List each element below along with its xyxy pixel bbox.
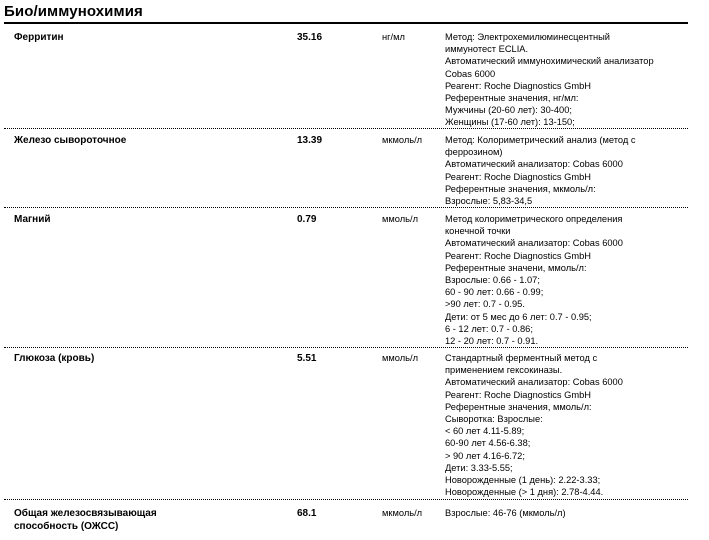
row-separator (4, 347, 688, 348)
description-line: Автоматический анализатор: Cobas 6000 (445, 159, 623, 170)
description-line: Реагент: Roche Diagnostics GmbH (445, 171, 592, 182)
description-line: феррозином) (445, 147, 503, 158)
description-line: Сыворотка: Взрослые: (445, 413, 543, 424)
test-value: 5.51 (297, 353, 317, 364)
test-value: 13.39 (297, 135, 323, 146)
row-separator (4, 499, 688, 500)
description-line: Референтные значени, ммоль/л: (445, 262, 587, 273)
description-line: Женщины (17-60 лет): 13-150; (445, 117, 575, 128)
description-line: Автоматический иммунохимический анализатор (445, 56, 654, 67)
test-unit: нг/мл (382, 32, 405, 42)
description-line: Дети: от 5 мес до 6 лет: 0.7 - 0.95; (445, 311, 592, 322)
test-unit: ммоль/л (382, 353, 419, 363)
test-name: Общая железосвязывающая способность (ОЖСС) (14, 508, 157, 532)
description-line: Взрослые: 46-76 (мкмоль/л) (445, 508, 566, 518)
description-line: 12 - 20 лет: 0.7 - 0.91. (445, 335, 539, 346)
test-value: 0.79 (297, 214, 317, 225)
description-line: Мужчины (20-60 лет): 30-400; (445, 105, 572, 116)
test-unit: мкмоль/л (382, 508, 423, 518)
row-separator (4, 128, 688, 129)
description-line: Референтные значения, мкмоль/л: (445, 183, 596, 194)
section-title: Био/иммунохимия (4, 3, 143, 20)
description-line: Взрослые: 5,83-34,5 (445, 195, 533, 206)
description-line: Новорожденные (> 1 дня): 2.78-4.44. (445, 487, 604, 498)
description-line: Реагент: Roche Diagnostics GmbH (445, 250, 592, 261)
description-line: Метод колориметрического определения (445, 214, 623, 224)
description-line: Метод: Колориметрический анализ (метод с (445, 135, 636, 145)
description-line: Автоматический анализатор: Cobas 6000 (445, 377, 623, 388)
description-line: конечной точки (445, 226, 511, 237)
test-description (445, 213, 688, 347)
test-description (445, 134, 688, 207)
description-line: Стандартный ферментный метод с (445, 353, 598, 363)
title-rule (4, 22, 688, 24)
test-description (445, 507, 688, 519)
description-line: Взрослые: 0.66 - 1.07; (445, 274, 540, 285)
test-description (445, 352, 688, 498)
description-line: Автоматический анализатор: Cobas 6000 (445, 238, 623, 249)
test-unit: мкмоль/л (382, 135, 423, 145)
row-separator (4, 207, 688, 208)
description-line: применением гексокиназы. (445, 365, 563, 376)
description-line: 60-90 лет 4.56-6.38; (445, 438, 531, 449)
test-unit: ммоль/л (382, 214, 419, 224)
description-line: < 60 лет 4.11-5.89; (445, 426, 525, 437)
test-name: Магний (14, 214, 51, 225)
test-name: Ферритин (14, 32, 64, 43)
description-line: Cobas 6000 (445, 68, 496, 79)
description-line: Референтные значения, ммоль/л: (445, 401, 592, 412)
test-value: 35.16 (297, 32, 323, 43)
description-line: > 90 лет 4.16-6.72; (445, 450, 525, 461)
test-description (445, 31, 688, 129)
description-line: Референтные значения, нг/мл: (445, 92, 579, 103)
test-value: 68.1 (297, 508, 317, 519)
description-line: Реагент: Roche Diagnostics GmbH (445, 80, 592, 91)
description-line: >90 лет: 0.7 - 0.95. (445, 299, 525, 310)
description-line: Дети: 3.33-5.55; (445, 462, 513, 473)
test-name: Глюкоза (кровь) (14, 353, 95, 364)
description-line: Новорожденные (1 день): 2.22-3.33; (445, 474, 601, 485)
description-line: иммунотест ECLIA. (445, 44, 529, 55)
description-line: Метод: Электрохемилюминесцентный (445, 32, 610, 42)
description-line: 60 - 90 лет: 0.66 - 0.99; (445, 287, 544, 298)
test-name: Железо сывороточное (14, 135, 127, 146)
description-line: 6 - 12 лет: 0.7 - 0.86; (445, 323, 533, 334)
description-line: Реагент: Roche Diagnostics GmbH (445, 389, 592, 400)
